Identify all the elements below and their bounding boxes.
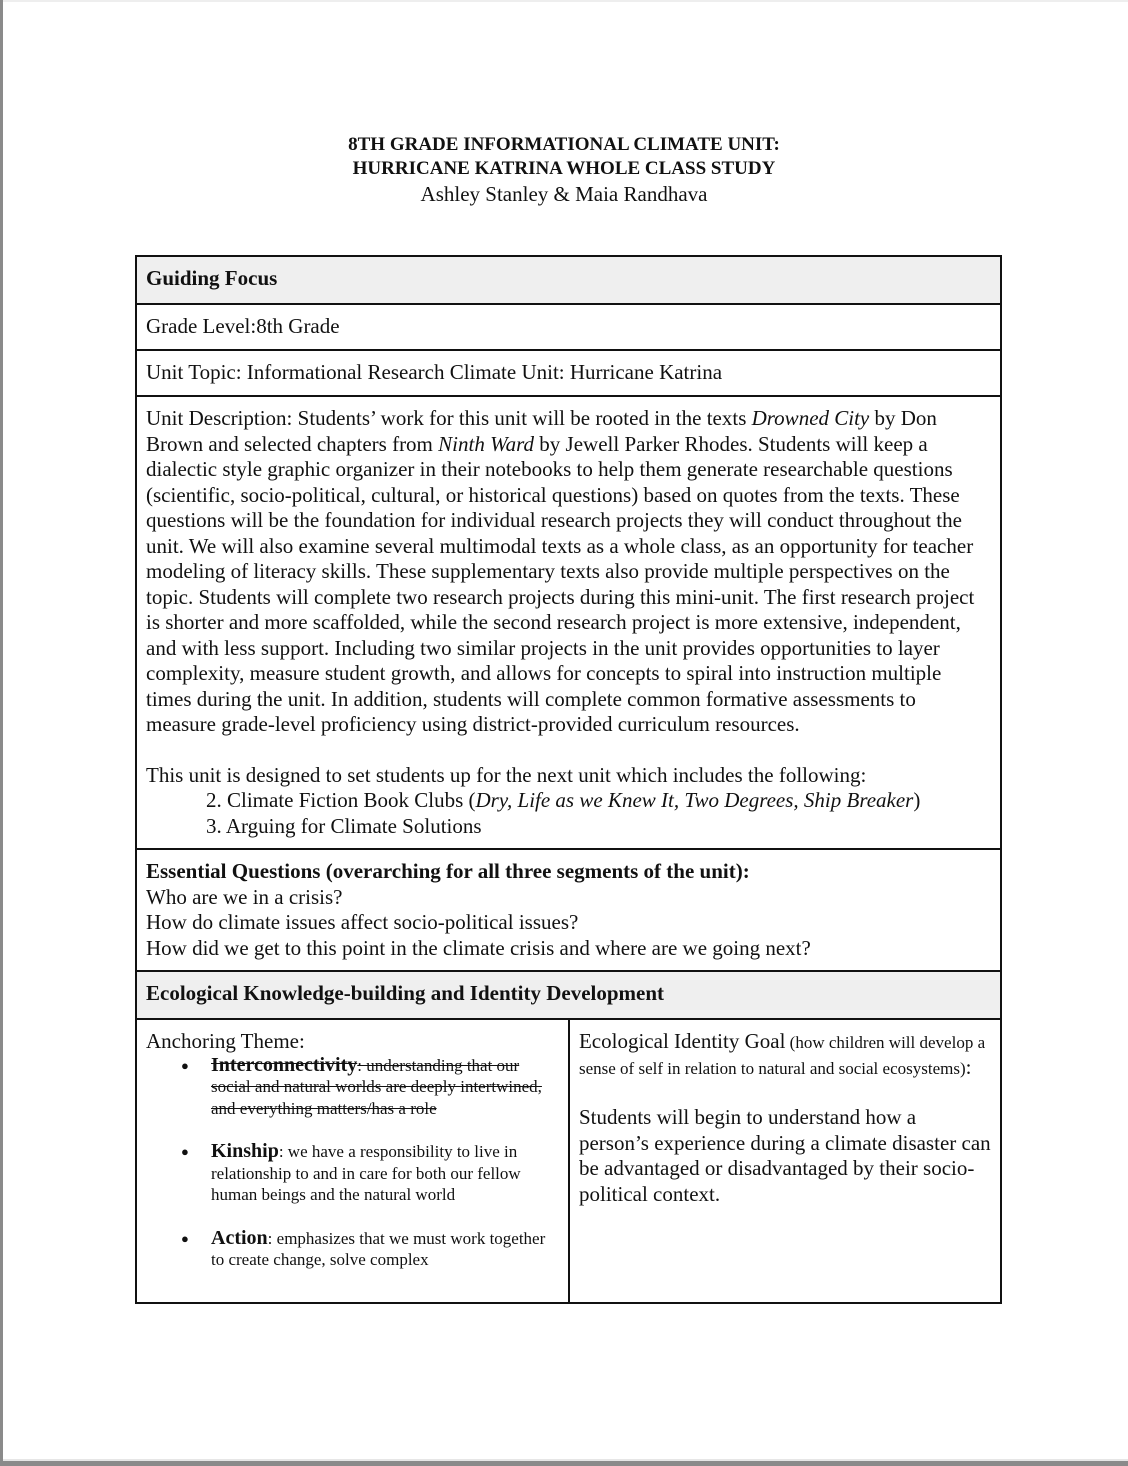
identity-goal-heading: [579, 1029, 991, 1080]
next-unit-item: [146, 788, 991, 814]
theme-item-kinship: [181, 1141, 559, 1206]
ecological-heading: Ecological Knowledge-building and Identity Development: [136, 971, 1001, 1019]
theme-item-interconnectivity: [181, 1055, 559, 1120]
essential-question: How do climate issues affect socio-political issues?: [146, 910, 579, 934]
book-list: Dry, Life as we Knew It, Two Degrees, Ship Breaker: [475, 788, 914, 812]
unit-description-cell: [136, 396, 1001, 849]
title-line-2: HURRICANE KATRINA WHOLE CLASS STUDY: [352, 158, 776, 179]
unit-description: [146, 406, 991, 738]
identity-goal-colon: :: [965, 1054, 972, 1079]
theme-item-action: [181, 1228, 559, 1271]
guiding-focus-heading: Guiding Focus: [136, 256, 1001, 304]
book-title-ninth-ward: Ninth Ward: [438, 431, 535, 456]
theme-text: : understanding that our social and natural worlds are deeply intertwined, and everything matters/has a role: [211, 1055, 542, 1118]
theme-name: Kinship: [211, 1140, 279, 1162]
title-line-1: 8TH GRADE INFORMATIONAL CLIMATE UNIT:: [348, 134, 780, 155]
anchoring-theme-label: Anchoring Theme:: [146, 1029, 305, 1053]
essential-question: How did we get to this point in the climate crisis and where are we going next?: [146, 935, 811, 960]
description-text: Unit Description: Students’ work for this unit will be rooted in the texts: [146, 406, 752, 430]
theme-name: Action: [211, 1226, 268, 1249]
next-unit-intro: This unit is designed to set students up for the next unit which includes the following:: [146, 762, 867, 787]
anchoring-theme-cell: [136, 1019, 569, 1303]
essential-question: Who are we in a crisis?: [146, 884, 343, 909]
identity-goal-label: Ecological Identity Goal: [578, 1029, 786, 1053]
essential-questions-cell: [136, 849, 1001, 971]
authors: Ashley Stanley & Maia Randhava: [420, 182, 708, 206]
essential-questions-heading: Essential Questions (overarching for all three segments of the unit):: [146, 859, 750, 883]
next-unit-suffix: ): [913, 788, 921, 812]
next-unit-item: [146, 814, 991, 840]
page-frame-left: [0, 0, 3, 1466]
description-text: by Don Brown and selected chapters from: [146, 406, 937, 456]
identity-goal-cell: [569, 1019, 1001, 1303]
book-title-drowned-city: Drowned City: [751, 406, 870, 430]
theme-name: Interconnectivity: [211, 1053, 358, 1076]
identity-goal-note: (how children will develop a sense of self in relation to natural and social ecosystems): [578, 1033, 986, 1078]
theme-text: : emphasizes that we must work together to create change, solve complex: [211, 1228, 546, 1269]
grade-level: Grade Level:8th Grade: [136, 304, 1001, 350]
document-header: [0, 133, 1128, 207]
theme-text: : we have a responsibility to live in relationship to and in care for both our fellow human beings and the natural world: [211, 1142, 521, 1204]
description-text: by Jewell Parker Rhodes. Students will keep a dialectic style graphic organizer in their notebooks to help them generate researchable questions (scientific, socio-political, cultural, or historical questions) based on quotes from the texts. These questions will be the foundation for individual research projects they will conduct throughout the unit. We will also examine several multimodal texts as a whole class, as an opportunity for teacher modeling of literacy skills. These supplementary texts also provide multiple perspectives on the topic. Students will complete two research projects during this mini-unit. The first research project is shorter and more scaffolded, while the second research project is more extensive, independent, and with less support. Including two similar projects in the unit provides opportunities to layer complexity, measure student growth, and allows for concepts to spiral into instruction multiple times during the unit. In addition, students will complete common formative assessments to measure grade-level proficiency using district-provided curriculum resources.: [146, 431, 975, 736]
unit-topic: Unit Topic: Informational Research Climate Unit: Hurricane Katrina: [136, 350, 1001, 396]
unit-plan-table: [135, 255, 1002, 1304]
theme-list: [146, 1055, 559, 1271]
next-unit-label: 2. Climate Fiction Book Clubs (: [206, 788, 476, 812]
page-frame-bottom: [0, 1461, 1128, 1466]
next-unit-label: 3. Arguing for Climate Solutions: [206, 813, 482, 838]
page-frame-top: [3, 0, 1128, 2]
identity-goal-text: Students will begin to understand how a person’s experience during a climate disaster can be advantaged or disadvantaged by their socio-political context.: [578, 1105, 991, 1206]
